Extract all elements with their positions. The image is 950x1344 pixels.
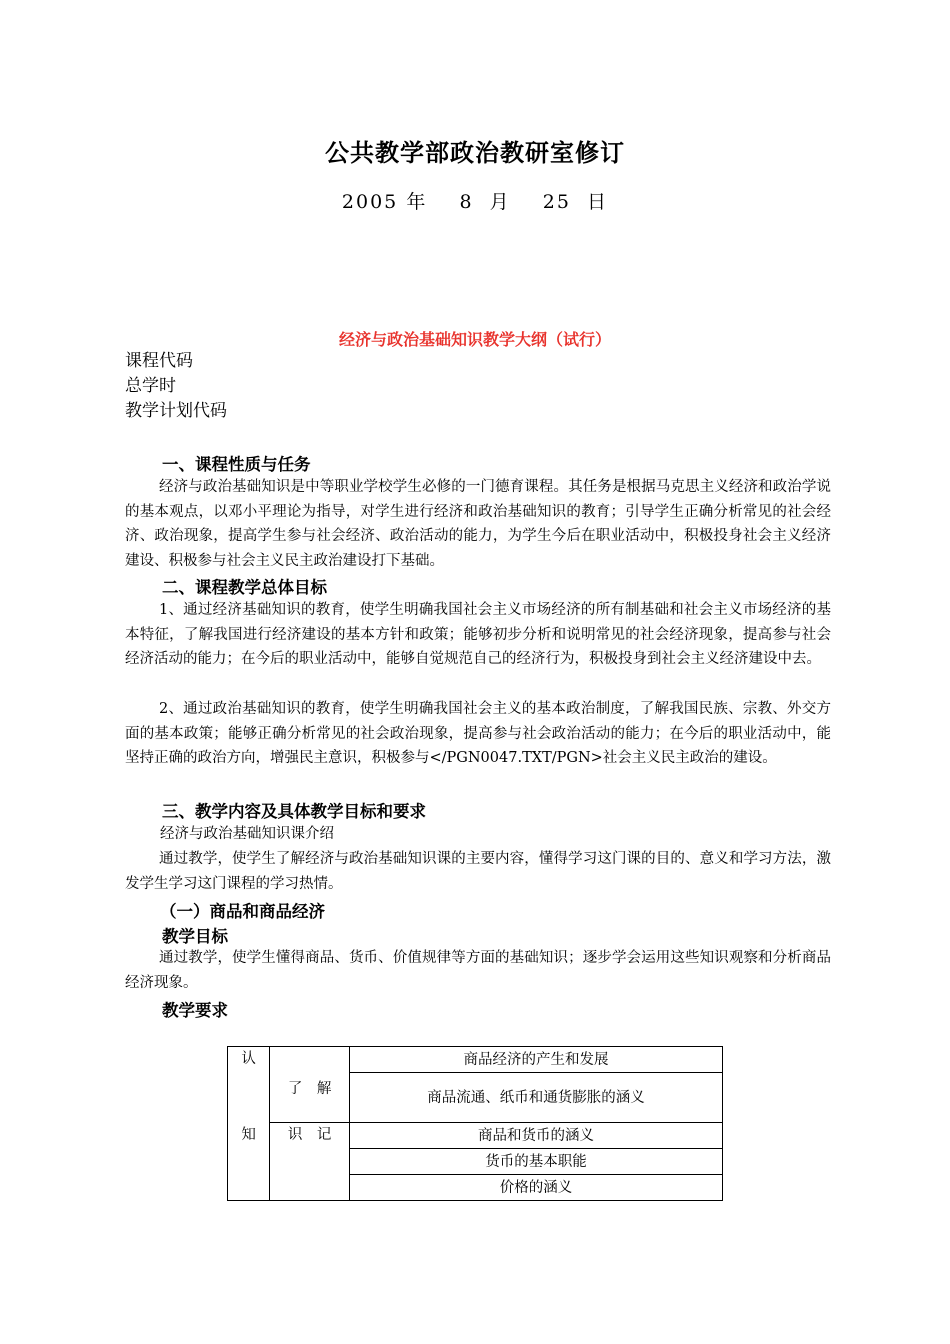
section-heading-2: 二、课程教学总体目标 [162,578,327,597]
meta-plan-code: 教学计划代码 [125,401,227,421]
intro-title: 经济与政治基础知识课介绍 [160,826,334,842]
header-org: 公共教学部政治教研室修订 [325,138,625,167]
meta-course-code: 课程代码 [125,351,193,371]
section-2-paragraph-1: 1、通过经济基础知识的教育，使学生明确我国社会主义市场经济的所有制基础和社会主义市场经济的基本特征，了解我国进行经济建设的基本方针和政策；能够初步分析和说明常见的社会经济现象，提高参与社会经济活动的能力；在今后的职业活动中，能够自觉规范自己的经济行为，积极投身到社会主义经济建设中去。 [125,602,831,667]
section-2-paragraph-2: 2、通过政治基础知识的教育，使学生明确我国社会主义的基本政治制度，了解我国民族、宗教、外交方面的基本政策；能够正确分析常见的社会政治现象，提高参与社会政治活动的能力；在今后的职业活动中，能坚持正确的政治方向，增强民主意识，积极参与</PGN0047.TXT/PGN>社会主义民主政治的建设。 [125,701,831,766]
table-item: 商品经济的产生和发展 [349,1047,722,1073]
table-item: 货币的基本职能 [349,1149,722,1175]
category-cell-top: 认 [228,1047,270,1123]
level-cell-understand: 了 解 [270,1047,350,1123]
goal-heading: 教学目标 [162,927,228,946]
unit-heading: （一）商品和商品经济 [160,902,325,921]
table-item: 商品和货币的涵义 [349,1123,722,1149]
table-item: 价格的涵义 [349,1175,722,1201]
category-cell-bottom: 知 [228,1123,270,1201]
section-1-paragraph: 经济与政治基础知识是中等职业学校学生必修的一门德育课程。其任务是根据马克思主义经济和政治学说的基本观点，以邓小平理论为指导，对学生进行经济和政治基础知识的教育；引导学生正确分析常见的社会经济、政治现象，提高学生参与社会经济、政治活动的能力，为学生今后在职业活动中，积极投身社会主义经济建设、积极参与社会主义民主政治建设打下基础。 [125,479,831,569]
level-cell-memorize: 识 记 [270,1123,350,1201]
requirements-table [227,1046,723,1201]
intro-paragraph: 通过教学，使学生了解经济与政治基础知识课的主要内容，懂得学习这门课的目的、意义和学习方法，激发学生学习这门课程的学习热情。 [125,851,831,892]
goal-paragraph: 通过教学，使学生懂得商品、货币、价值规律等方面的基础知识；逐步学会运用这些知识观察和分析商品经济现象。 [125,950,831,991]
header-date: 2005 年 8 月 25 日 [341,191,609,213]
table-item: 商品流通、纸币和通货膨胀的涵义 [349,1073,722,1123]
section-heading-1: 一、课程性质与任务 [162,455,311,474]
meta-total-hours: 总学时 [125,376,176,396]
requirements-heading: 教学要求 [162,1001,228,1020]
section-heading-3: 三、教学内容及具体教学目标和要求 [162,802,426,821]
document-title: 经济与政治基础知识教学大纲（试行） [338,330,611,349]
